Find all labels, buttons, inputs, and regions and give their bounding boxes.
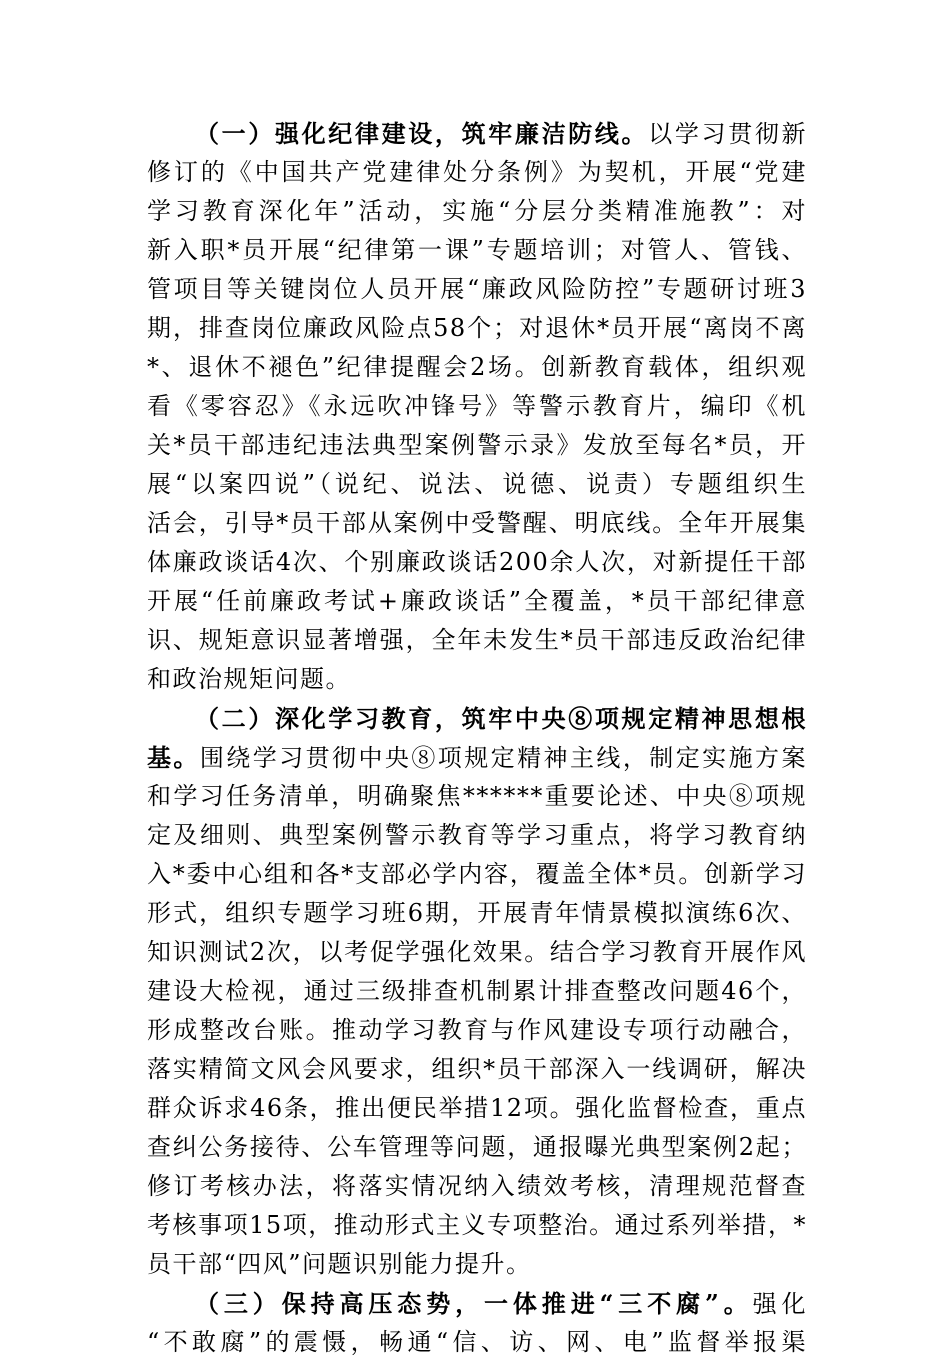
section1-line: 和政治规矩问题。 (147, 665, 351, 693)
section1-line: 体廉政谈话4次、个别廉政谈话200余人次，对新提任干部 (147, 548, 807, 576)
section1-line: *、退休不褪色”纪律提醒会2场。创新教育载体，组织观 (147, 353, 807, 381)
section2-line: 落实精简文风会风要求，组织*员干部深入一线调研，解决 (147, 1055, 807, 1083)
section1-line: 看《零容忍》《永远吹冲锋号》等警示教育片，编印《机 (147, 392, 807, 420)
section1-line: 活会，引导*员干部从案例中受警醒、明底线。全年开展集 (147, 509, 807, 537)
section2-line: 群众诉求46条，推出便民举措12项。强化监督检查，重点 (147, 1094, 807, 1122)
section3-line: “不敢腐”的震慑，畅通“信、访、网、电”监督举报渠 (147, 1328, 807, 1356)
section1-line: 关*员干部违纪违法典型案例警示录》发放至每名*员，开 (147, 431, 807, 459)
section2-line: 定及细则、典型案例警示教育等学习重点，将学习教育纳 (147, 821, 807, 849)
section2-heading-end: 基。 (147, 743, 200, 772)
section3-heading: （三）保持高压态势，一体推进“三不腐”。 (195, 1289, 753, 1318)
section2-line-2 (147, 738, 807, 777)
section1-line: 期，排查岗位廉政风险点58个；对退休*员开展“离岗不离 (147, 314, 807, 342)
section1-text: 以学习贯彻新 (648, 120, 808, 148)
section2-line: 修订考核办法，将落实情况纳入绩效考核，清理规范督查 (147, 1172, 807, 1200)
section1-line: 识、规矩意识显著增强，全年未发生*员干部违反政治纪律 (147, 626, 807, 654)
section1-line: 新入职*员开展“纪律第一课”专题培训；对管人、管钱、 (147, 236, 807, 264)
section2-line: 知识测试2次，以考促学强化效果。结合学习教育开展作风 (147, 938, 807, 966)
section2-line: 员干部“四风”问题识别能力提升。 (147, 1250, 532, 1278)
section2-heading: （二）深化学习教育，筑牢中央⑧项规定精神思想根 (195, 704, 807, 733)
section3-text: 强化 (752, 1290, 808, 1318)
section2-line: 查纠公务接待、公车管理等问题，通报曝光典型案例2起； (147, 1133, 807, 1161)
document-body (147, 114, 807, 1362)
section1-line: 管项目等关键岗位人员开展“廉政风险防控”专题研讨班3 (147, 275, 807, 303)
section3-line-1 (147, 1284, 807, 1323)
section2-line: 形成整改台账。推动学习教育与作风建设专项行动融合， (147, 1016, 807, 1044)
section2-line: 建设大检视，通过三级排查机制累计排查整改问题46个， (147, 977, 807, 1005)
section1-line: 展“以案四说”（说纪、说法、说德、说责）专题组织生 (147, 470, 807, 498)
section2-text: 围绕学习贯彻中央⑧项规定精神主线，制定实施方案 (199, 744, 807, 772)
section1-line-1 (147, 114, 807, 153)
section2-line: 形式，组织专题学习班6期，开展青年情景模拟演练6次、 (147, 899, 807, 927)
section1-heading: （一）强化纪律建设，筑牢廉洁防线。 (195, 119, 649, 148)
section2-line: 入*委中心组和各*支部必学内容，覆盖全体*员。创新学习 (147, 860, 807, 888)
section2-line: 和学习任务清单，明确聚焦******重要论述、中央⑧项规 (147, 782, 807, 810)
section1-line: 学习教育深化年”活动，实施“分层分类精准施教”：对 (147, 197, 807, 225)
section1-line: 修订的《中国共产党建律处分条例》为契机，开展“党建 (147, 158, 807, 186)
section2-line: 考核事项15项，推动形式主义专项整治。通过系列举措，* (147, 1211, 807, 1239)
section1-line: 开展“任前廉政考试+廉政谈话”全覆盖，*员干部纪律意 (147, 587, 807, 615)
